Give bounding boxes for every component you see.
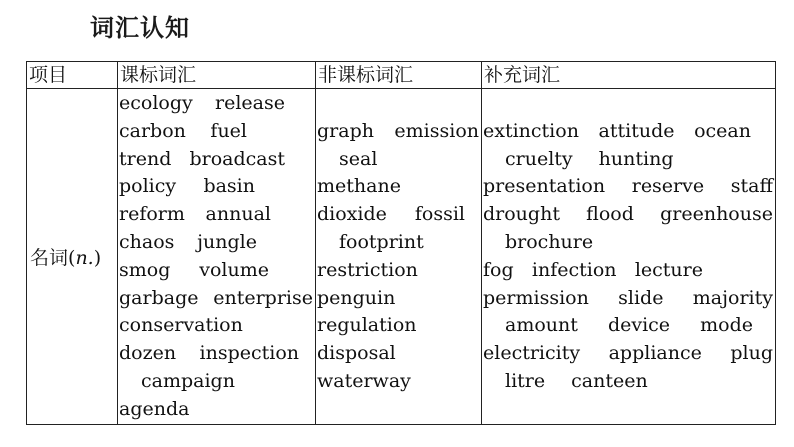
word: flood [586, 203, 634, 226]
word-line [119, 340, 313, 368]
word: extinction [483, 119, 579, 142]
word-line [483, 257, 773, 285]
curriculum-words-cell [118, 89, 316, 425]
word: lecture [634, 258, 703, 281]
word-line [483, 312, 773, 340]
word-line [317, 340, 479, 368]
word: campaign [141, 369, 235, 392]
word: waterway [317, 369, 411, 392]
word: inspection [199, 342, 299, 365]
word-line [483, 285, 773, 313]
word: carbon [119, 119, 186, 142]
word: agenda [119, 397, 190, 420]
word: attitude [598, 119, 675, 142]
word-line [317, 90, 479, 118]
word-line [317, 146, 479, 174]
word: trend [119, 147, 172, 170]
word-line [317, 201, 479, 229]
word: device [607, 314, 671, 337]
word: smog [119, 258, 171, 281]
word: release [215, 92, 285, 114]
word-line [119, 118, 313, 146]
vocabulary-table [26, 61, 776, 425]
supplementary-words-cell [482, 89, 776, 425]
header-item: 项目 [27, 62, 118, 89]
word: annual [205, 203, 271, 226]
word: enterprise [213, 286, 313, 309]
word: methane [317, 175, 401, 198]
word: footprint [339, 230, 424, 253]
word: graph [317, 119, 374, 142]
word: mode [700, 314, 753, 337]
word: litre [505, 369, 546, 392]
word: ocean [694, 119, 751, 142]
page-title: 词汇认知 [90, 14, 190, 42]
word: chaos [119, 230, 175, 253]
header-curriculum-words: 课标词汇 [118, 62, 316, 89]
word: disposal [317, 342, 396, 365]
table-header-row [27, 62, 776, 89]
word-line [317, 257, 479, 285]
word: policy [119, 175, 177, 198]
word-line [483, 118, 773, 146]
word-line [317, 118, 479, 146]
non-curriculum-words-cell [316, 89, 482, 425]
header-non-curriculum-words: 非课标词汇 [316, 62, 482, 89]
word: ecology [119, 92, 193, 114]
word: drought [483, 203, 560, 226]
word: plug [730, 342, 773, 365]
word-line [119, 90, 313, 118]
word-line [317, 285, 479, 313]
row-label-nouns: 名词(n.) [27, 89, 118, 425]
word: fog [483, 258, 514, 281]
word-line [317, 368, 479, 396]
word: reform [119, 203, 185, 226]
word: hunting [598, 147, 674, 170]
word-line [119, 285, 313, 313]
word: brochure [505, 230, 594, 253]
word-line [119, 201, 313, 229]
word: appliance [608, 342, 702, 365]
word: presentation [483, 175, 606, 198]
word: seal [339, 147, 378, 170]
word: infection [531, 258, 617, 281]
word: permission [483, 286, 589, 309]
word: jungle [197, 230, 257, 253]
word-line [119, 229, 313, 257]
word-line [483, 90, 773, 118]
word: regulation [317, 314, 417, 337]
word-line [119, 257, 313, 285]
word-line [317, 312, 479, 340]
word: amount [505, 314, 578, 337]
word-line [483, 340, 773, 368]
word: conservation [119, 314, 243, 337]
word: restriction [317, 258, 418, 281]
word-line [119, 312, 313, 340]
word-line [317, 173, 479, 201]
word: volume [199, 258, 269, 281]
word-line [483, 368, 773, 396]
word: broadcast [189, 147, 285, 170]
word: basin [203, 175, 255, 198]
word: cruelty [505, 147, 573, 170]
word: emission [394, 119, 479, 142]
word: canteen [571, 369, 648, 392]
word-line [119, 173, 313, 201]
word: slide [618, 286, 664, 309]
word-line [483, 201, 773, 229]
word-line [483, 229, 773, 257]
word-line [119, 396, 313, 424]
word-line [317, 229, 479, 257]
word: fuel [210, 119, 247, 142]
word: penguin [317, 286, 396, 309]
word: dioxide [317, 203, 387, 226]
word: garbage [119, 286, 199, 309]
table-row-nouns [27, 89, 776, 425]
word-line [483, 173, 773, 201]
word: fossil [414, 203, 465, 226]
word: staff [730, 175, 773, 198]
word: reserve [631, 175, 705, 198]
header-supplementary-words: 补充词汇 [482, 62, 776, 89]
word-line [119, 146, 313, 174]
word: dozen [119, 342, 177, 365]
word-line [483, 146, 773, 174]
word: greenhouse [660, 203, 773, 226]
word: majority [692, 286, 773, 309]
word: electricity [483, 342, 581, 365]
word-line [119, 368, 313, 396]
